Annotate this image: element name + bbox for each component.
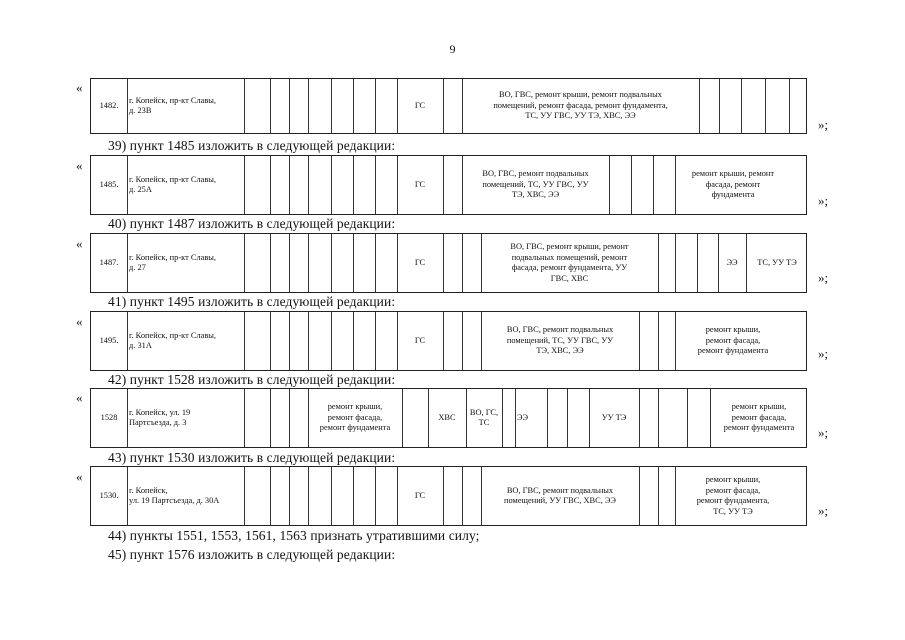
heading: 40) пункт 1487 изложить в следующей редакции: (108, 216, 396, 231)
address-cell: г. Копейск, пр-кт Славы, д. 27 (129, 252, 217, 272)
address-cell: г. Копейск, пр-кт Славы, д. 23В (129, 95, 217, 115)
heading: 42) пункт 1528 изложить в следующей редакции: (108, 372, 396, 387)
row-number-cell: 1485. (99, 179, 119, 189)
row-number-cell: 1528 (100, 412, 118, 422)
gs-cell: ГС (414, 100, 426, 110)
table-row (90, 155, 807, 215)
address-cell: г. Копейск, пр-кт Славы, д. 25А (129, 174, 217, 194)
table-row (90, 388, 807, 448)
heading: 41) пункт 1495 изложить в следующей редакции: (108, 294, 396, 309)
quote-open: « (76, 80, 83, 95)
quote-close: »; (818, 425, 829, 440)
quote-close: »; (818, 193, 829, 208)
works-cell-2: ремонт крыши, ремонт фасада, ремонт фундамента (723, 402, 795, 433)
quote-close: »; (818, 117, 829, 132)
quote-close: »; (818, 503, 829, 518)
works-cell-2: ремонт крыши, ремонт фасада, ремонт фундамента (691, 169, 775, 200)
works-cell: ВО, ГВС, ремонт крыши, ремонт подвальных помещений, ремонт фасада, ремонт фундамента, ТС, УУ ГВС, УУ ТЭ, ХВС, ЭЭ (493, 90, 668, 121)
heading: 44) пункты 1551, 1553, 1561, 1563 признать утратившими силу; (108, 528, 480, 543)
works-cell-2: ремонт крыши, ремонт фасада, ремонт фундамента, ТС, УУ ТЭ (696, 475, 770, 516)
ts-uute-cell: ТС, УУ ТЭ (757, 257, 797, 267)
table-row (90, 466, 807, 526)
uute-cell: УУ ТЭ (601, 412, 627, 422)
row-number-cell: 1495. (99, 335, 119, 345)
gs-cell: ГС (414, 179, 426, 189)
heading: 45) пункт 1576 изложить в следующей редакции: (108, 547, 396, 562)
row-number-cell: 1487. (99, 257, 119, 267)
row-number-cell: 1482. (99, 100, 119, 110)
quote-open: « (76, 390, 83, 405)
address-cell: г. Копейск, пр-кт Славы, д. 31А (129, 330, 217, 350)
quote-open: « (76, 469, 83, 484)
quote-open: « (76, 158, 83, 173)
gs-cell: ГС (414, 490, 426, 500)
address-cell: г. Копейск, ул. 19 Партсъезда, д. 3 (129, 407, 191, 427)
xvs-cell: ХВС (438, 412, 456, 422)
ee-cell: ЭЭ (726, 257, 738, 267)
quote-close: »; (818, 346, 829, 361)
works-cell-2: ремонт крыши, ремонт фасада, ремонт фундамента (697, 325, 769, 356)
heading: 43) пункт 1530 изложить в следующей редакции: (108, 450, 396, 465)
address-cell: г. Копейск, ул. 19 Партсъезда, д. 30А (129, 485, 220, 505)
quote-open: « (76, 236, 83, 251)
table-row (90, 311, 807, 371)
ee-cell: ЭЭ (517, 412, 529, 422)
works-cell-1: ремонт крыши, ремонт фасада, ремонт фундамента (319, 402, 391, 433)
page-number: 9 (449, 42, 456, 56)
table-row (90, 78, 807, 134)
quote-close: »; (818, 270, 829, 285)
works-cell: ВО, ГВС, ремонт подвальных помещений, ТС, УУ ГВС, УУ ТЭ, ХВС, ЭЭ (506, 325, 614, 356)
quote-open: « (76, 314, 83, 329)
vo-gs-ts-cell: ВО, ГС, ТС (469, 407, 499, 427)
works-cell: ВО, ГВС, ремонт крыши, ремонт подвальных помещений, ремонт фасада, ремонт фундамента, УУ ГВС, ХВС (510, 242, 629, 283)
heading: 39) пункт 1485 изложить в следующей редакции: (108, 138, 396, 153)
row-number-cell: 1530. (99, 490, 119, 500)
works-cell: ВО, ГВС, ремонт подвальных помещений, ТС, УУ ГВС, УУ ТЭ, ХВС, ЭЭ (482, 169, 589, 200)
table-row (90, 233, 807, 293)
works-cell: ВО, ГВС, ремонт подвальных помещений, УУ ГВС, ХВС, ЭЭ (504, 485, 616, 505)
gs-cell: ГС (414, 335, 426, 345)
gs-cell: ГС (414, 257, 426, 267)
